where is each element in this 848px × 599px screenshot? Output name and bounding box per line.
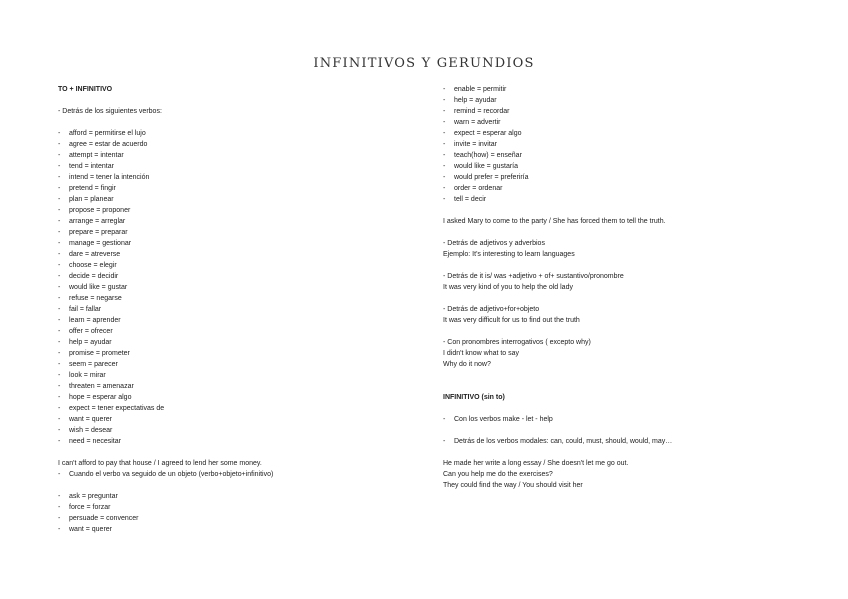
verb-item: - manage = gestionar (58, 240, 132, 247)
object-verb-item: - persuade = convencer (58, 515, 139, 522)
verb-item: - pretend = fingir (58, 185, 116, 192)
object-verb-item: - ask = preguntar (58, 493, 118, 500)
verb-item: - wish = desear (58, 427, 113, 434)
object-verb-item: - would prefer = preferiría (443, 174, 529, 181)
to-infinitive-heading: TO + INFINITIVO (58, 86, 113, 93)
bare-example-1: He made her write a long essay / She doesn't let me go out. (443, 460, 629, 467)
interrog-example-1: I didn't know what to say (443, 350, 520, 357)
verb-item: - promise = prometer (58, 350, 130, 357)
object-rule: - Cuando el verbo va seguido de un objeto (verbo+objeto+infinitivo) (58, 471, 274, 478)
verb-item: - refuse = negarse (58, 295, 122, 302)
verb-item: - arrange = arreglar (58, 218, 126, 225)
verb-item: - offer = ofrecer (58, 328, 113, 335)
bare-infinitive-heading: INFINITIVO (sin to) (443, 394, 505, 401)
object-verb-list-continued (443, 84, 773, 205)
verb-item: - agree = estar de acuerdo (58, 141, 148, 148)
verb-item: - want = querer (58, 416, 112, 423)
verb-item: - expect = tener expectativas de (58, 405, 165, 412)
object-verb-item: - invite = invitar (443, 141, 497, 148)
for-example: It was very difficult for us to find out the truth (443, 317, 580, 324)
verb-item: - threaten = amenazar (58, 383, 134, 390)
verb-item: - decide = decidir (58, 273, 119, 280)
verb-item: - attempt = intentar (58, 152, 124, 159)
itwas-rule: - Detrás de it is/ was +adjetivo + of+ sustantivo/pronombre (443, 273, 624, 280)
adj-rule: - Detrás de adjetivos y adverbios (443, 240, 545, 247)
verbs-example: I can't afford to pay that house / I agreed to lend her some money. (58, 460, 262, 467)
verb-item: - help = ayudar (58, 339, 112, 346)
verb-item: - plan = planear (58, 196, 114, 203)
verb-item: - dare = atreverse (58, 251, 121, 258)
bare-example-3: They could find the way / You should visit her (443, 482, 583, 489)
verb-item: - need = necesitar (58, 438, 121, 445)
verb-item: - tend = intentar (58, 163, 114, 170)
itwas-example: It was very kind of you to help the old lady (443, 284, 573, 291)
verb-item: - propose = proponer (58, 207, 131, 214)
verb-item: - choose = elegir (58, 262, 117, 269)
object-verb-item: - teach(how) = enseñar (443, 152, 522, 159)
object-verb-item: - help = ayudar (443, 97, 497, 104)
for-rule: - Detrás de adjetivo+for+objeto (443, 306, 540, 313)
verb-item: - hope = esperar algo (58, 394, 132, 401)
object-verb-item: - tell = decir (443, 196, 487, 203)
verb-item: - would like = gustar (58, 284, 128, 291)
object-verb-item: - enable = permitir (443, 86, 507, 93)
object-verb-item: - would like = gustaría (443, 163, 519, 170)
object-verb-item: - remind = recordar (443, 108, 510, 115)
bare-example-2: Can you help me do the exercises? (443, 471, 553, 478)
verb-item: - learn = aprender (58, 317, 121, 324)
object-verb-item: - expect = esperar algo (443, 130, 522, 137)
bare-rule-2: - Detrás de los verbos modales: can, could, must, should, would, may… (443, 438, 673, 445)
object-verb-item: - order = ordenar (443, 185, 503, 192)
right-column (443, 84, 773, 491)
object-verb-item: - warn = advertir (443, 119, 501, 126)
object-verb-list (58, 491, 378, 535)
page-title: INFINITIVOS Y GERUNDIOS (313, 56, 535, 71)
object-verb-item: - want = querer (58, 526, 112, 533)
verb-item: - prepare = preparar (58, 229, 128, 236)
object-example: I asked Mary to come to the party / She has forced them to tell the truth. (443, 218, 666, 225)
verb-item: - fail = fallar (58, 306, 102, 313)
object-verb-item: - force = forzar (58, 504, 111, 511)
interrog-example-2: Why do it now? (443, 361, 491, 368)
interrog-rule: - Con pronombres interrogativos ( excepto why) (443, 339, 591, 346)
left-column (58, 84, 378, 535)
bare-rule-1: - Con los verbos make - let - help (443, 416, 553, 423)
verb-item: - look = mirar (58, 372, 106, 379)
adj-example: Ejemplo: It's interesting to learn languages (443, 251, 575, 258)
verbs-intro: - Detrás de los siguientes verbos: (58, 108, 162, 115)
verb-list (58, 128, 378, 447)
verb-item: - afford = permitirse el lujo (58, 130, 146, 137)
verb-item: - intend = tener la intención (58, 174, 150, 181)
verb-item: - seem = parecer (58, 361, 118, 368)
